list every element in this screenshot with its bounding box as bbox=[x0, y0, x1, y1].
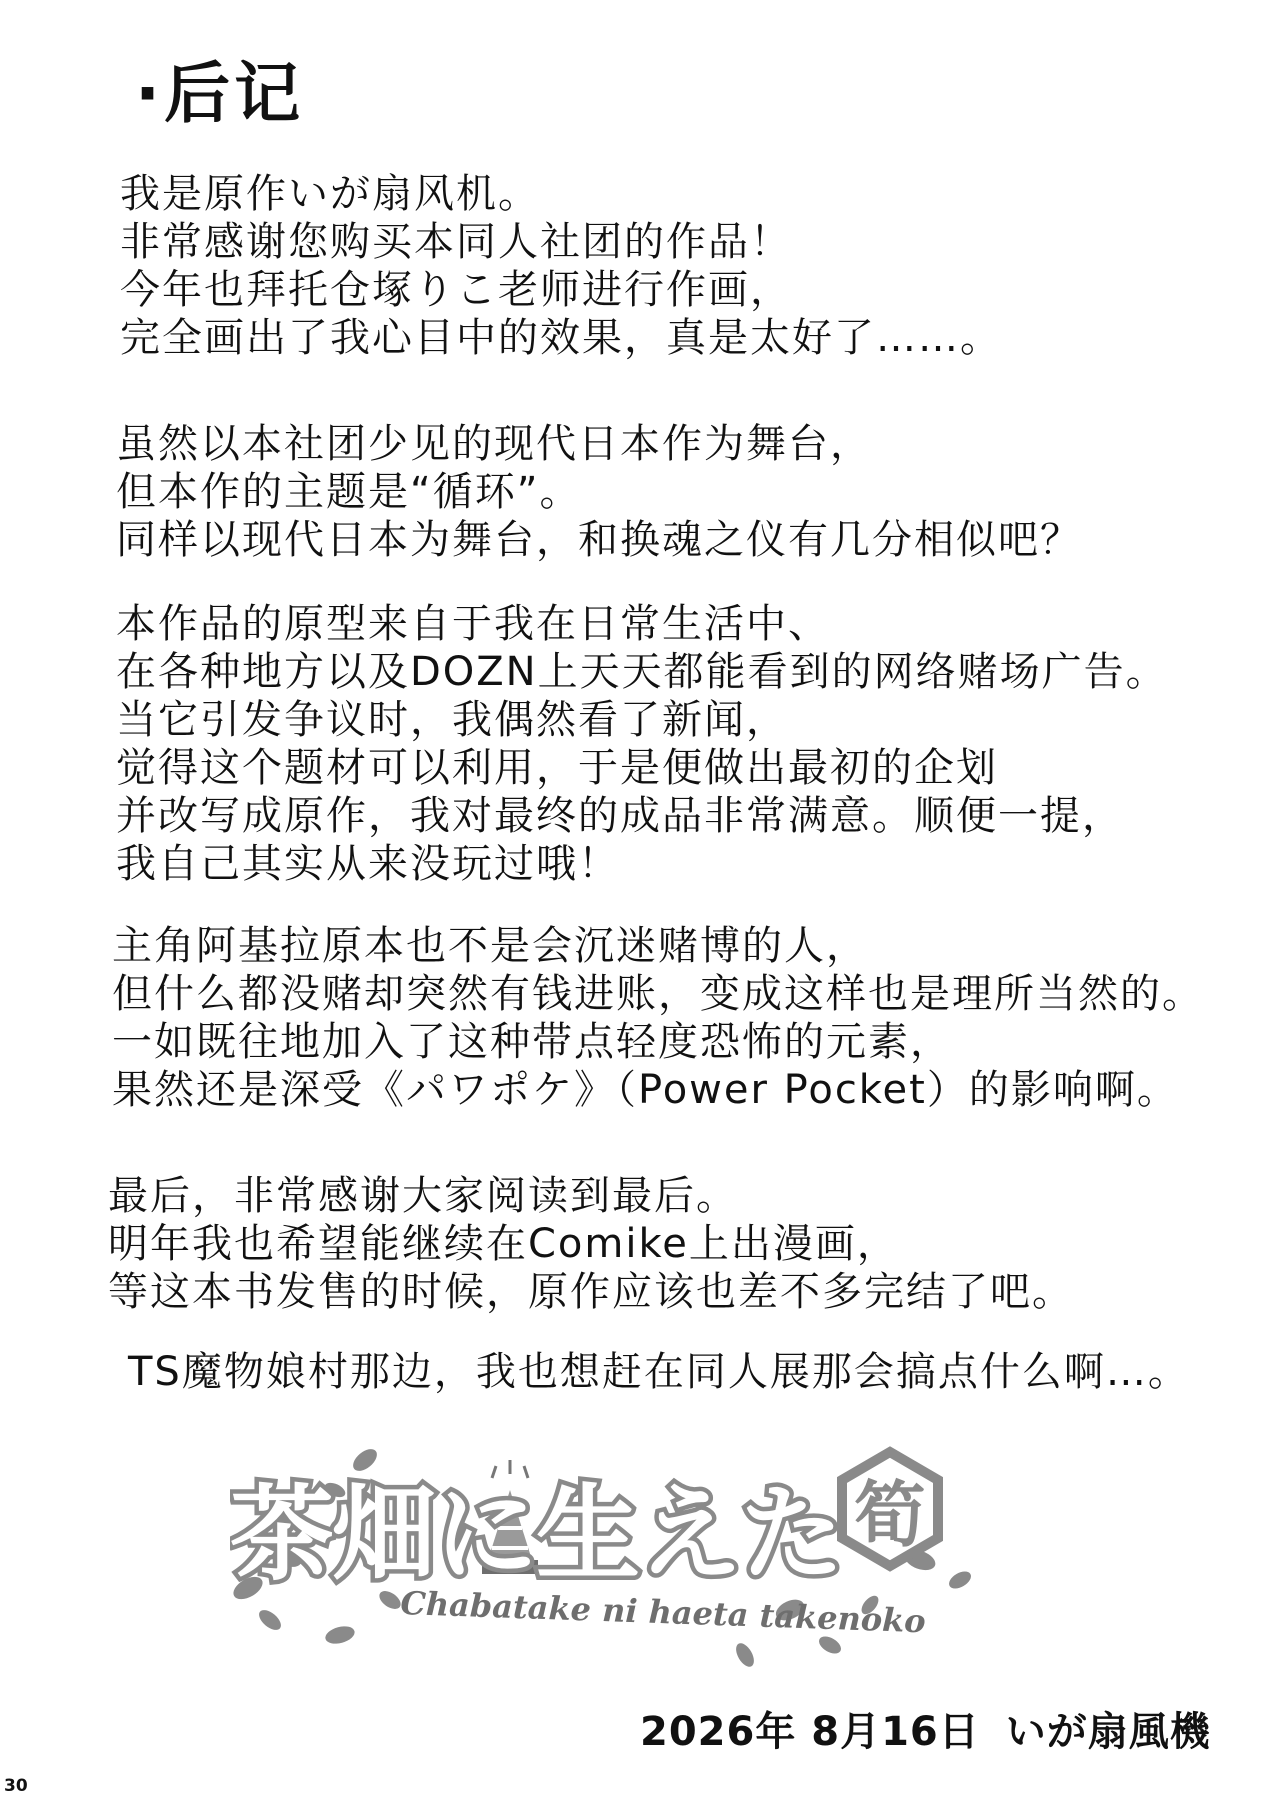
text-line: 觉得这个题材可以利用，于是便做出最初的企划 bbox=[116, 745, 998, 791]
text-line: 虽然以本社团少见的现代日本作为舞台， bbox=[116, 421, 872, 467]
paragraph-4 bbox=[112, 922, 1204, 1114]
text-line: 一如既往地加入了这种带点轻度恐怖的元素， bbox=[112, 1019, 952, 1065]
paragraph-6 bbox=[128, 1348, 1190, 1396]
paragraph-3 bbox=[116, 600, 1168, 888]
text-line: 主角阿基拉原本也不是会沉迷赌博的人， bbox=[112, 923, 868, 969]
text-line: 等这本书发售的时候，原作应该也差不多完结了吧。 bbox=[108, 1269, 1074, 1315]
page-number: 30 bbox=[4, 1776, 28, 1796]
text-line: 果然还是深受《パワポケ》（Power Pocket）的影响啊。 bbox=[112, 1067, 1179, 1113]
signature bbox=[640, 1700, 1237, 1757]
text-line: 但本作的主题是“循环”。 bbox=[116, 469, 582, 515]
paragraph-5 bbox=[108, 1172, 1074, 1316]
text-line: 在各种地方以及DOZN上天天都能看到的网络赌场广告。 bbox=[116, 649, 1168, 695]
text-line: 完全画出了我心目中的效果，真是太好了……。 bbox=[120, 315, 1002, 361]
text-line: 并改写成原作，我对最终的成品非常满意。顺便一提， bbox=[116, 793, 1124, 839]
logo-kanji-badge-text: 筍 bbox=[853, 1473, 927, 1557]
paragraph-2 bbox=[116, 420, 1082, 564]
text-line: TS魔物娘村那边，我也想赶在同人展那会搞点什么啊…。 bbox=[128, 1349, 1190, 1395]
paragraph-1 bbox=[120, 170, 1002, 362]
signature-date: 2026年 8月16日 bbox=[640, 1709, 980, 1755]
logo-japanese: 茶畑に生えた bbox=[230, 1473, 843, 1595]
text-line: 但什么都没赌却突然有钱进账，变成这样也是理所当然的。 bbox=[112, 971, 1204, 1017]
circle-logo bbox=[230, 1430, 1050, 1690]
text-line: 明年我也希望能继续在Comike上出漫画， bbox=[108, 1221, 899, 1267]
signature-author: いが扇風機 bbox=[1005, 1709, 1211, 1755]
text-line: 非常感谢您购买本同人社团的作品！ bbox=[120, 219, 792, 265]
text-line: 最后，非常感谢大家阅读到最后。 bbox=[108, 1173, 738, 1219]
text-line: 当它引发争议时，我偶然看了新闻， bbox=[116, 697, 788, 743]
text-line: 我自己其实从来没玩过哦！ bbox=[116, 841, 620, 887]
logo-romaji-text: Chabatake ni haeta takenoko bbox=[399, 1583, 927, 1641]
page-title bbox=[135, 40, 304, 135]
text-line: 同样以现代日本为舞台，和换魂之仪有几分相似吧？ bbox=[116, 517, 1082, 563]
text-line: 本作品的原型来自于我在日常生活中、 bbox=[116, 601, 830, 647]
text-line: 我是原作いが扇风机。 bbox=[120, 171, 540, 217]
text-line: 今年也拜托仓塚りこ老师进行作画， bbox=[120, 267, 792, 313]
title-text: ·后记 bbox=[135, 55, 305, 132]
logo-title-text bbox=[230, 1473, 842, 1595]
